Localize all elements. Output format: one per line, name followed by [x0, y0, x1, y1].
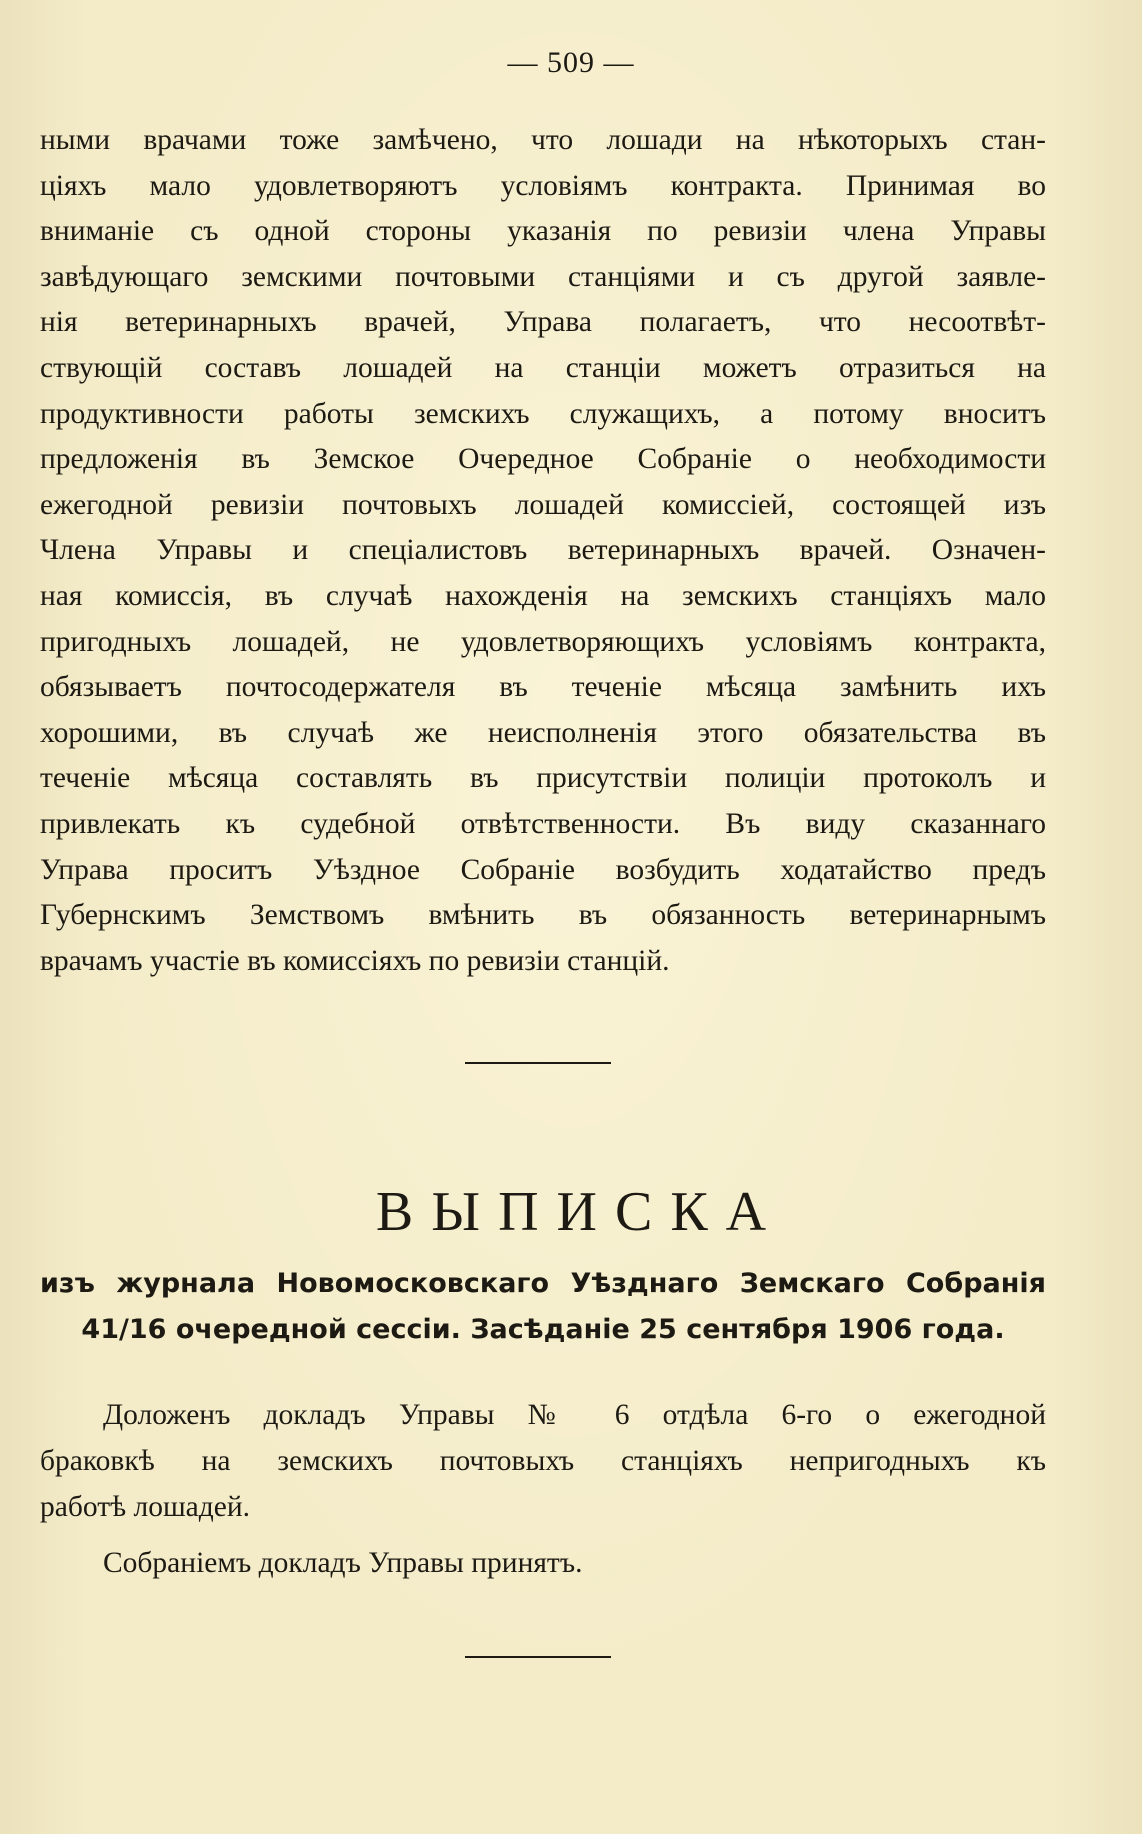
text-line: ствующій составъ лошадей на станціи можетъ отразиться на [40, 351, 1046, 384]
text-line: привлекать къ судебной отвѣтственности. Въ виду сказаннаго [40, 807, 1046, 840]
text-line: работѣ лошадей. [40, 1491, 251, 1523]
section-title: ВЫПИСКА [375, 1181, 785, 1243]
text-line: продуктивности работы земскихъ служащихъ, а потому вноситъ [40, 397, 1046, 430]
text-line: пригодныхъ лошадей, не удовлетворяющихъ условіямъ контракта, [40, 625, 1046, 658]
page-number: — 509 — [507, 46, 635, 79]
resolution-paragraph: Собраніемъ докладъ Управы принятъ. [103, 1547, 583, 1579]
text-line: вниманіе съ одной стороны указанія по ревизіи члена Управы [40, 215, 1046, 248]
text-line: ными врачами тоже замѣчено, что лошади на нѣкоторыхъ стан- [40, 124, 1046, 156]
text-line: Доложенъ докладъ Управы № 6 отдѣла 6-го о ежегодной [103, 1399, 1046, 1431]
text-line: ежегодной ревизіи почтовыхъ лошадей комиссіей, состоящей изъ [40, 488, 1046, 521]
text-line: завѣдующаго земскими почтовыми станціями и съ другой заявле- [40, 260, 1046, 293]
text-line: теченіе мѣсяца составлять въ присутствіи полиціи протоколъ и [40, 762, 1046, 795]
subtitle-line: 41/16 очередной сессіи. Засѣданіе 25 сентября 1906 года. [81, 1314, 1005, 1345]
separator-rule [465, 1062, 611, 1064]
subtitle-line: изъ журнала Новомосковскаго Уѣзднаго Земскаго Собранія [40, 1268, 1046, 1299]
text-line: ная комиссія, въ случаѣ нахожденія на земскихъ станціяхъ мало [40, 579, 1046, 612]
text-line: браковкѣ на земскихъ почтовыхъ станціяхъ непригодныхъ къ [40, 1445, 1046, 1477]
report-paragraph [40, 1392, 1046, 1530]
text-line: нія ветеринарныхъ врачей, Управа полагаетъ, что несоотвѣт- [40, 306, 1046, 339]
text-line: врачамъ участіе въ комиссіяхъ по ревизіи станцій. [40, 944, 670, 977]
text-line: Управа проситъ Уѣздное Собраніе возбудить ходатайство предъ [40, 853, 1046, 886]
text-line: Губернскимъ Земствомъ вмѣнить въ обязанность ветеринарнымъ [40, 899, 1046, 932]
text-line: ціяхъ мало удовлетворяютъ условіямъ контракта. Принимая во [40, 169, 1046, 202]
separator-rule [465, 1656, 611, 1658]
text-line: хорошими, въ случаѣ же неисполненія этого обязательства въ [40, 716, 1046, 749]
text-line: Члена Управы и спеціалистовъ ветеринарныхъ врачей. Означен- [40, 534, 1046, 567]
text-line: обязываетъ почтосодержателя въ теченіе мѣсяца замѣнить ихъ [40, 671, 1046, 704]
text-line: предложенія въ Земское Очередное Собраніе о необходимости [40, 443, 1046, 476]
body-paragraph [40, 118, 1046, 984]
